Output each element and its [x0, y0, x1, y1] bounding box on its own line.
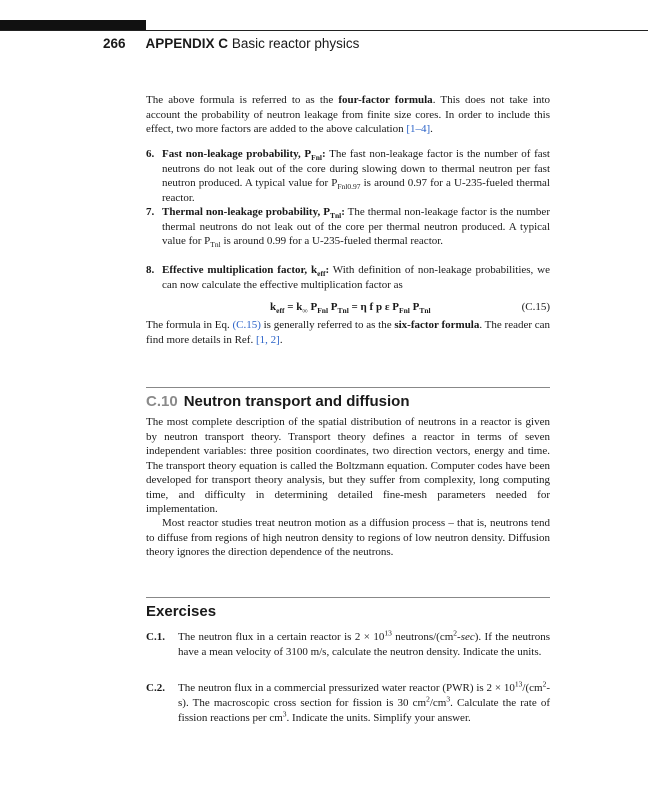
section-number: C.10: [146, 393, 178, 410]
citation-link[interactable]: [1, 2]: [255, 333, 280, 346]
diffusion-paragraph: Most reactor studies treat neutron motion as a diffusion process – that is, neutrons tend to diffuse from regions of high neutron density to regions of low neutron density. Diffusion theory ignores the direction dependence of the neutrons.: [146, 517, 550, 558]
exercises-divider: [146, 597, 550, 598]
equation-ref-link[interactable]: (C.15): [232, 319, 261, 331]
intro-paragraph: The above formula is referred to as the four-factor formula. This does not take into account the probability of neutron leakage from finite size cores. In order to include this effect, two more factors are added to the above calculation [1–4].: [146, 94, 550, 135]
page-number: 266: [103, 36, 126, 51]
six-factor-term: six-factor formula: [394, 319, 480, 331]
transport-paragraph: The most complete description of the spatial distribution of neutrons in a reactor is given by neutron transport theory. Transport theory defines a reactor in terms of seven independent variables: three position coordinates, two direction vectors, energy and time. The transport theory equation is called the Boltzmann equation. Computer codes have been developed for transport theory analysis, but they suffer from complexity, long computing time, and difficulty in determining detailed fine-mesh parameters needed for implementation.: [146, 416, 550, 515]
list-item-thermal-nonleakage: 7. Thermal non-leakage probability, $P_{Tnl}$: The thermal non-leakage factor is the number thermal neutrons do not leak out of the core per thermal neutron produced. A typical value for $P_{Tnl}$ is around 0.99 for a U-235-fueled thermal reactor.: [146, 206, 550, 250]
citation-link[interactable]: [1–4]: [406, 123, 431, 135]
section-title: Neutron transport and diffusion: [183, 393, 410, 410]
equation-label: (C.15): [521, 301, 550, 313]
exercises-heading: Exercises: [146, 603, 217, 620]
four-factor-term: four-factor formula: [338, 94, 433, 106]
six-factor-paragraph: The formula in Eq. (C.15) is generally referred to as the six-factor formula. The reader can find more details in Ref. [1, 2].: [146, 319, 551, 346]
appendix-title: Basic reactor physics: [231, 36, 360, 51]
running-head: [103, 36, 359, 51]
appendix-label: APPENDIX C: [145, 36, 229, 51]
section-heading: [146, 393, 410, 410]
list-item-fast-nonleakage: 6. Fast non-leakage probability, $P_{Fnl}$: The fast non-leakage factor is the number of fast neutrons do not leak out of the core during slowing down to thermal neutron per fast neutron produced. A typical value for $P_{Fnl0.97}$ is around 0.97 for a U-235-fueled thermal reactor.: [146, 148, 550, 204]
six-factor-formula: $k_{eff} = k_\infty$ $P_{Fnl}$ $P_{Tnl} = \eta$ f p ε $P_{Fnl}$ $P_{Tnl}$: [270, 301, 431, 316]
exercise-c2: C.2. The neutron flux in a commercial pressurized water reactor (PWR) is $2 \times 10^{13}/(cm^2-s)$. The macroscopic cross section for fission is 30 $cm^2/cm^3$. Calculate the rate of fission reactions per $cm^3$. Indicate the units. Simplify your answer.: [146, 679, 550, 724]
exercise-c1: C.1. The neutron flux in a certain reactor is $2 \times 10^{13}$ neutrons/$(cm^2-\sec)$. If the neutrons have a mean velocity of 3100 m/s, calculate the neutron density. Indicate the units.: [146, 628, 550, 658]
section-divider: [146, 387, 550, 388]
list-item-effective-multiplication: 8. Effective multiplication factor, $k_{eff}$: With definition of non-leakage probabilities, we can now calculate the effective multiplication factor as: [146, 264, 550, 291]
header-rule: [0, 30, 648, 31]
